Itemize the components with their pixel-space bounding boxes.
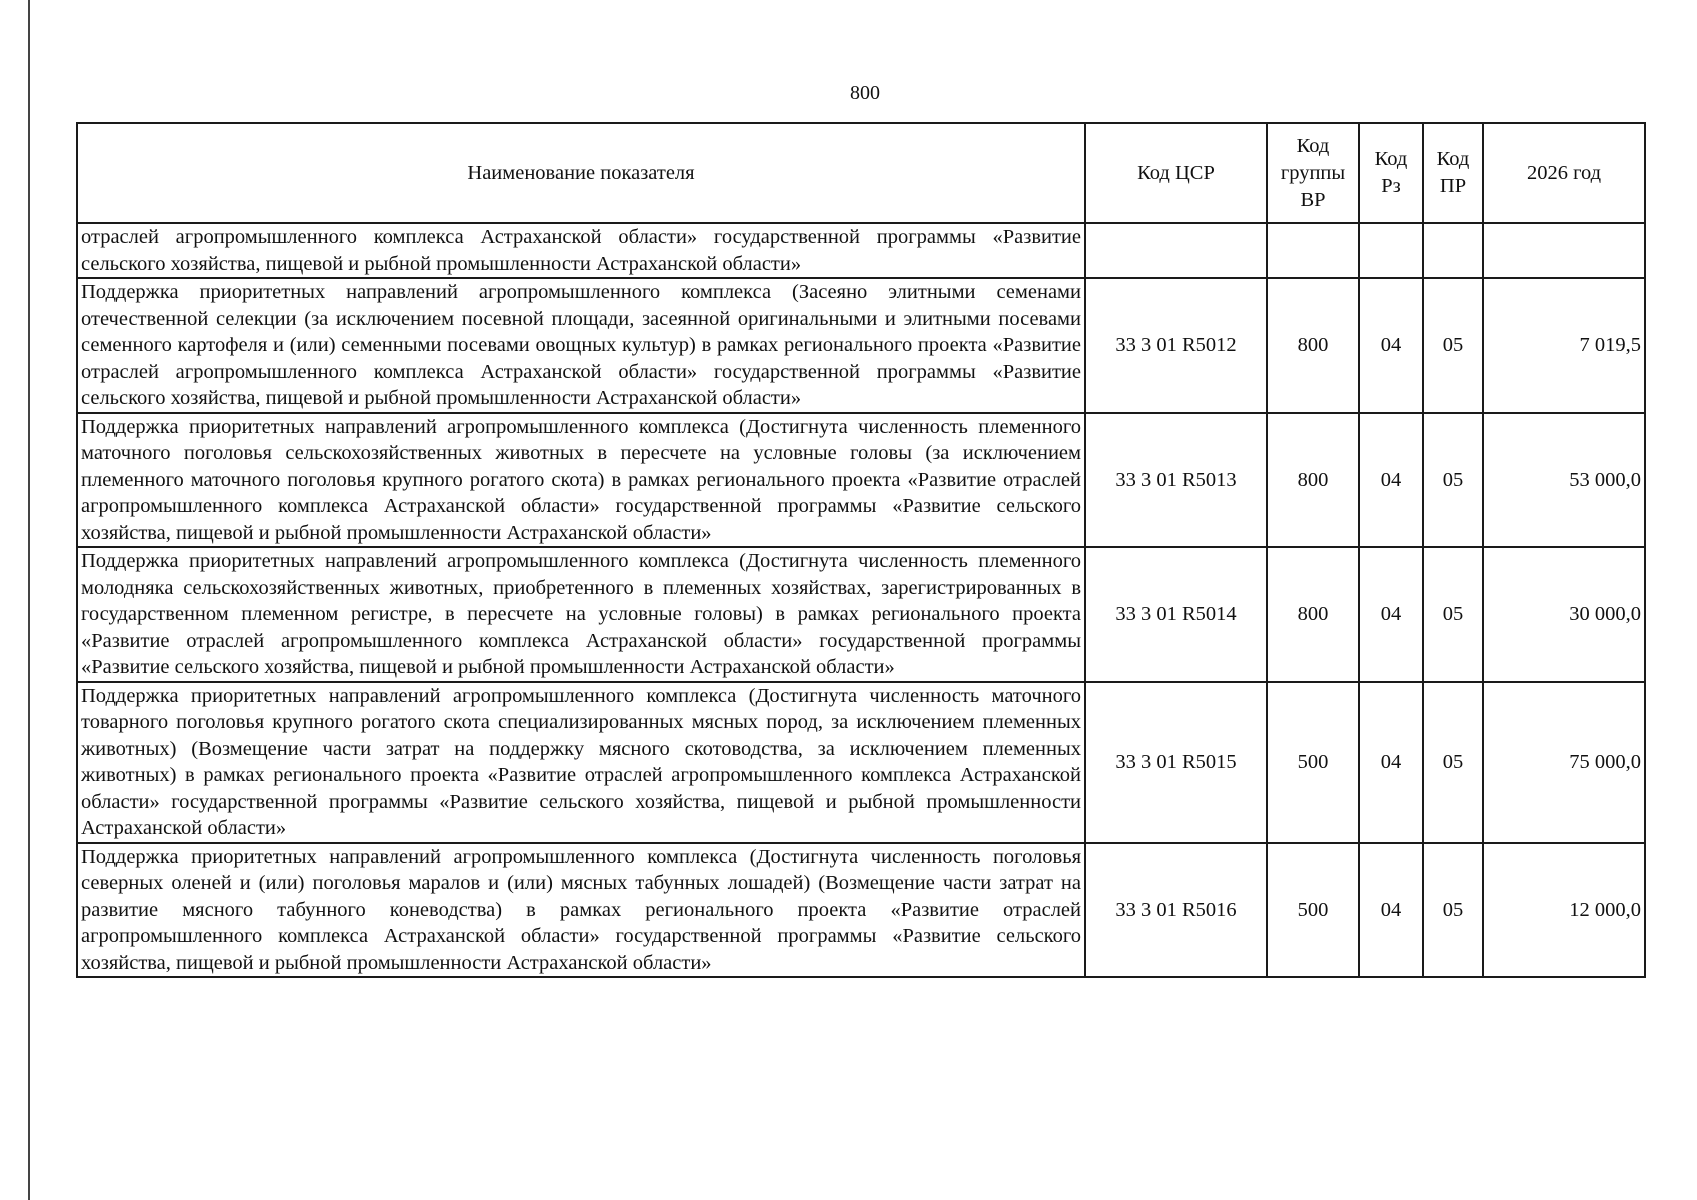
row-csr: 33 3 01 R5013 <box>1085 413 1267 548</box>
row-pr: 05 <box>1423 547 1483 682</box>
header-vr: Код группы ВР <box>1267 123 1359 223</box>
row-name: Поддержка приоритетных направлений агропромышленного комплекса (Достигнута численность племенного маточного поголовья сельскохозяйственных животных в пересчете на условные головы (за исключением племенного маточного поголовья крупного рогатого скота) в рамках регионального проекта «Развитие отраслей агропромышленного комплекса Астраханской области» государственной программы «Развитие сельского хозяйства, пищевой и рыбной промышленности Астраханской области» <box>77 413 1085 548</box>
row-vr: 500 <box>1267 843 1359 978</box>
row-vr: 500 <box>1267 682 1359 843</box>
row-amount <box>1483 223 1645 278</box>
row-rz: 04 <box>1359 843 1423 978</box>
header-rz: Код Рз <box>1359 123 1423 223</box>
row-vr <box>1267 223 1359 278</box>
row-amount: 53 000,0 <box>1483 413 1645 548</box>
table-row <box>77 278 1645 413</box>
row-vr: 800 <box>1267 413 1359 548</box>
header-pr: Код ПР <box>1423 123 1483 223</box>
row-vr: 800 <box>1267 547 1359 682</box>
left-margin-rule <box>28 0 30 1200</box>
row-csr: 33 3 01 R5015 <box>1085 682 1267 843</box>
table-row <box>77 413 1645 548</box>
row-rz: 04 <box>1359 547 1423 682</box>
row-rz <box>1359 223 1423 278</box>
row-vr: 800 <box>1267 278 1359 413</box>
page-number: 800 <box>850 82 880 104</box>
table-row <box>77 843 1645 978</box>
row-name: Поддержка приоритетных направлений агропромышленного комплекса (Достигнута численность племенного молодняка сельскохозяйственных животных, приобретенного в племенных хозяйствах, зарегистрированных в государственном племенном регистре, в пересчете на условные головы) в рамках регионального проекта «Развитие отраслей агропромышленного комплекса Астраханской области» государственной программы «Развитие сельского хозяйства, пищевой и рыбной промышленности Астраханской области» <box>77 547 1085 682</box>
row-csr: 33 3 01 R5014 <box>1085 547 1267 682</box>
table-row <box>77 682 1645 843</box>
row-name: Поддержка приоритетных направлений агропромышленного комплекса (Достигнута численность поголовья северных оленей и (или) поголовья маралов и (или) мясных табунных лошадей) (Возмещение части затрат на развитие мясного табунного коневодства) в рамках регионального проекта «Развитие отраслей агропромышленного комплекса Астраханской области» государственной программы «Развитие сельского хозяйства, пищевой и рыбной промышленности Астраханской области» <box>77 843 1085 978</box>
row-csr: 33 3 01 R5012 <box>1085 278 1267 413</box>
row-pr: 05 <box>1423 278 1483 413</box>
row-csr: 33 3 01 R5016 <box>1085 843 1267 978</box>
row-pr: 05 <box>1423 843 1483 978</box>
row-rz: 04 <box>1359 413 1423 548</box>
row-csr <box>1085 223 1267 278</box>
row-amount: 75 000,0 <box>1483 682 1645 843</box>
row-name: Поддержка приоритетных направлений агропромышленного комплекса (Достигнута численность маточного товарного поголовья крупного рогатого скота специализированных мясных пород, за исключением племенных животных) (Возмещение части затрат на поддержку мясного скотоводства, за исключением племенных животных) в рамках регионального проекта «Развитие отраслей агропромышленного комплекса Астраханской области» государственной программы «Развитие сельского хозяйства, пищевой и рыбной промышленности Астраханской области» <box>77 682 1085 843</box>
table-header-row <box>77 123 1645 223</box>
row-name: отраслей агропромышленного комплекса Астраханской области» государственной программы «Развитие сельского хозяйства, пищевой и рыбной промышленности Астраханской области» <box>77 223 1085 278</box>
row-rz: 04 <box>1359 278 1423 413</box>
table-row <box>77 223 1645 278</box>
table-row <box>77 547 1645 682</box>
header-year: 2026 год <box>1483 123 1645 223</box>
row-pr: 05 <box>1423 413 1483 548</box>
row-name: Поддержка приоритетных направлений агропромышленного комплекса (Засеяно элитными семенами отечественной селекции (за исключением посевной площади, засеянной оригинальными и элитными посевами семенного картофеля и (или) семенными посевами овощных культур) в рамках регионального проекта «Развитие отраслей агропромышленного комплекса Астраханской области» государственной программы «Развитие сельского хозяйства, пищевой и рыбной промышленности Астраханской области» <box>77 278 1085 413</box>
header-name: Наименование показателя <box>77 123 1085 223</box>
row-amount: 12 000,0 <box>1483 843 1645 978</box>
header-csr: Код ЦСР <box>1085 123 1267 223</box>
row-amount: 30 000,0 <box>1483 547 1645 682</box>
row-rz: 04 <box>1359 682 1423 843</box>
budget-table <box>76 122 1646 978</box>
row-pr <box>1423 223 1483 278</box>
row-amount: 7 019,5 <box>1483 278 1645 413</box>
row-pr: 05 <box>1423 682 1483 843</box>
